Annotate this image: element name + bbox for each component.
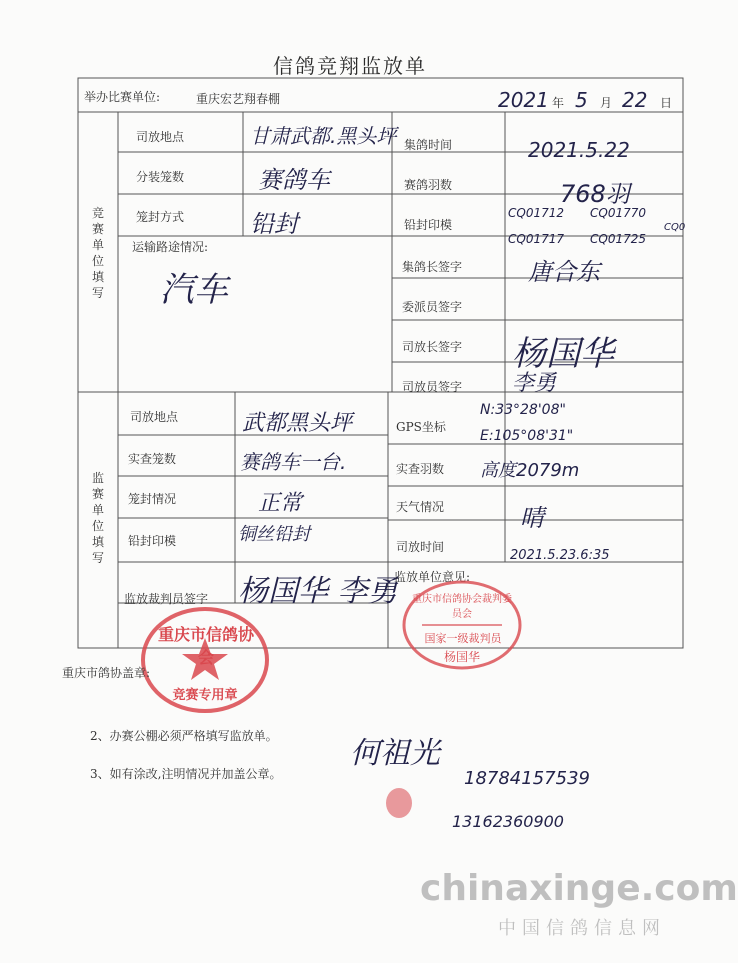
commissioner-sign-label: 委派员签字 [402,300,463,314]
referee-stamp-inner: 国家一级裁判员 [424,632,502,645]
basket-seal-status-value: 正常 [258,491,303,516]
basket-seal-status-label: 笼封情况 [128,492,177,506]
watermark-domain: chinaxinge.com [420,868,738,909]
bird-count-value: 768羽 [560,180,630,208]
referee-sign-value: 杨国华 李勇 [238,574,398,609]
route-label: 运输路途情况: [132,240,209,254]
date-month: 5 [575,88,588,112]
chief-release-sign-label: 司放长签字 [402,340,463,354]
organizer-label: 举办比赛单位: [84,90,161,104]
weather-label: 天气情况 [396,500,445,514]
seal-mold-label: 铅封印模 [404,218,453,232]
release-location-label: 司放地点 [136,130,185,144]
signature-phone2: 13162360900 [452,812,564,831]
referee-stamp-outer: 重庆市信鸽协会裁判委员会 [412,594,512,620]
actual-count-value: 高度2079m [480,460,580,481]
sup-release-location-value: 武都黑头坪 [242,411,353,436]
collector-sign-value: 唐合东 [528,258,600,286]
referee-stamp-name: 杨国华 [443,650,480,664]
releaser-sign-label: 司放员签字 [402,380,463,394]
signature-phone1: 18784157539 [464,768,590,789]
seal-method-label: 笼封方式 [136,210,185,224]
gps-label: GPS坐标 [396,420,446,434]
route-value: 汽车 [160,270,228,310]
release-time-label: 司放时间 [396,540,445,554]
organizer-value: 重庆宏艺翔春棚 [196,92,281,106]
baskets-label: 分装笼数 [136,170,185,184]
referee-sign-label: 监放裁判员签字 [124,592,209,606]
weather-value: 晴 [520,504,544,532]
actual-baskets-label: 实查笼数 [128,452,177,466]
association-stamp-inner: 竞赛专用章 [172,688,238,703]
bird-count-label: 赛鸽羽数 [404,178,453,192]
sup-release-location-label: 司放地点 [130,410,179,424]
date-day: 22 [622,88,648,112]
watermark-cn: 中国信鸽信息网 [498,918,666,939]
collection-time-value: 2021.5.22 [528,138,630,162]
date-day-unit: 日 [660,96,673,110]
gps-e: E:105°08'31" [480,428,574,444]
releaser-sign-value: 李勇 [512,371,557,396]
note-2: 2、办赛公棚必须严格填写监放单。 [90,729,278,743]
date-year: 2021 [498,88,549,112]
seal-code-5: CQ0 [664,222,686,233]
baskets-value: 赛鸽车 [258,166,330,194]
actual-baskets-value: 赛鸽车一台. [240,450,347,474]
sup-seal-mold-value: 铜丝铅封 [238,524,310,545]
form-title: 信鸽竞翔监放单 [273,54,427,78]
seal-code-2: CQ01770 [590,206,646,220]
release-time-value: 2021.5.23.6:35 [510,548,610,563]
signature-name: 何祖光 [350,736,440,771]
date-year-unit: 年 [552,96,565,110]
release-location-value: 甘肃武都.黑头坪 [250,124,397,148]
collector-sign-label: 集鸽长签字 [402,260,463,274]
date-month-unit: 月 [600,96,613,110]
gps-n: N:33°28'08" [480,402,566,418]
note-3: 3、如有涂改,注明情况并加盖公章。 [90,767,282,781]
seal-method-value: 铅封 [250,210,298,238]
association-stamp-outer: 重庆市信鸽协会 [157,625,254,667]
sup-seal-mold-label: 铅封印模 [128,534,177,548]
fingerprint-mark [386,788,412,818]
seal-code-4: CQ01725 [590,232,646,246]
supervisor-section-label: 监赛单位填写 [91,471,104,565]
seal-code-3: CQ01717 [508,232,564,246]
competitor-section-label: 竞赛单位填写 [91,206,104,300]
actual-count-label: 实查羽数 [396,462,445,476]
opinion-label: 监放单位意见: [394,570,471,584]
chief-release-sign-value: 杨国华 [512,334,614,374]
collection-time-label: 集鸽时间 [404,138,453,152]
seal-code-1: CQ01712 [508,206,564,220]
association-seal-label: 重庆市鸽协盖章: [62,666,151,680]
